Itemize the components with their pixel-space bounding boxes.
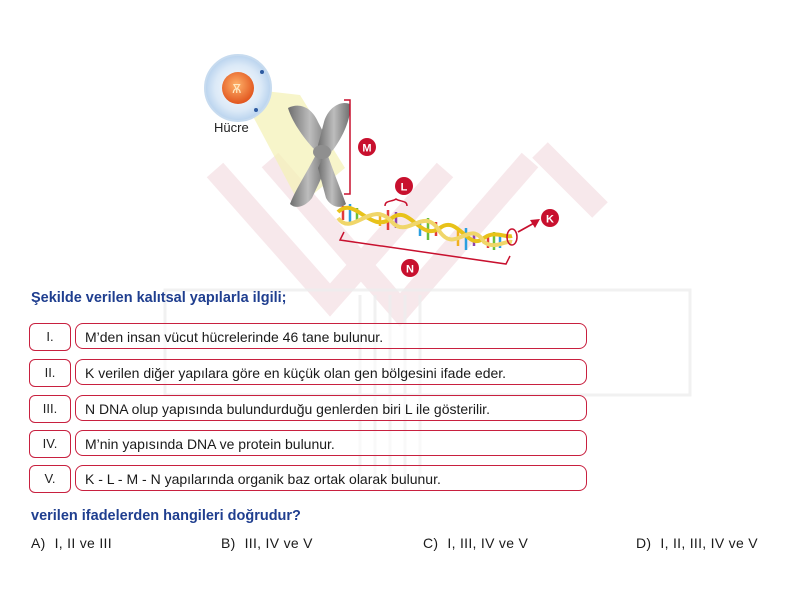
svg-text:Ѫ: Ѫ	[232, 82, 242, 96]
svg-text:M: M	[362, 142, 372, 155]
option-letter: C)	[423, 535, 439, 551]
cell-label: Hücre	[214, 120, 249, 135]
marker-n	[401, 259, 419, 277]
question-intro: Şekilde verilen kalıtsal yapılarla ilgili;	[31, 290, 287, 306]
marker-m	[358, 138, 376, 156]
statement-number: I.	[29, 323, 71, 351]
option-text: I, II, III, IV ve V	[660, 535, 758, 551]
marker-k	[541, 209, 559, 227]
statement-text: M’nin yapısında DNA ve protein bulunur.	[75, 430, 587, 456]
option-b[interactable]	[221, 535, 313, 551]
cell-illustration	[205, 55, 271, 121]
statement-number: V.	[29, 465, 71, 493]
statement-number: IV.	[29, 430, 71, 458]
statement-number: II.	[29, 359, 71, 387]
heredity-diagram	[0, 0, 800, 290]
option-text: I, III, IV ve V	[447, 535, 529, 551]
statement-text: M’den insan vücut hücrelerinde 46 tane bulunur.	[75, 323, 587, 349]
option-text: III, IV ve V	[244, 535, 313, 551]
option-c[interactable]	[423, 535, 528, 551]
option-letter: B)	[221, 535, 236, 551]
option-text: I, II ve III	[54, 535, 112, 551]
svg-text:L: L	[400, 181, 408, 194]
marker-l	[395, 177, 413, 195]
option-letter: D)	[636, 535, 652, 551]
statement-number: III.	[29, 395, 71, 423]
statement-text: K verilen diğer yapılara göre en küçük olan gen bölgesini ifade eder.	[75, 359, 587, 385]
svg-text:K: K	[546, 213, 554, 226]
svg-text:N: N	[406, 263, 414, 276]
question-stem: verilen ifadelerden hangileri doğrudur?	[31, 508, 301, 524]
option-d[interactable]	[636, 535, 758, 551]
option-letter: A)	[31, 535, 46, 551]
statement-text: N DNA olup yapısında bulundurduğu genlerden biri L ile gösterilir.	[75, 395, 587, 421]
option-a[interactable]	[31, 535, 112, 551]
statement-text: K - L - M - N yapılarında organik baz ortak olarak bulunur.	[75, 465, 587, 491]
